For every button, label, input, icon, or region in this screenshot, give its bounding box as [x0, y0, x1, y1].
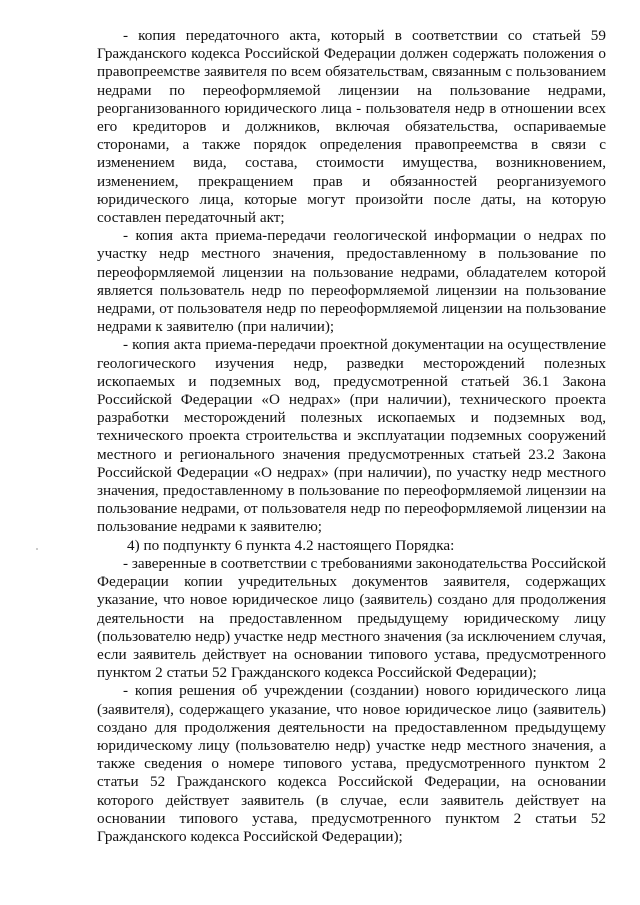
document-body: [97, 27, 606, 846]
paragraph-transfer-act: - копия передаточного акта, который в соответствии со статьей 59 Гражданского кодекса Российской Федерации должен содержать положения о правопреемстве заявителя по всем обязательствам, связанным с пользованием недрами по переоформляемой лицензии на пользование недрами, реорганизованного юридического лица - пользователя недр в отношении всех его кредиторов и должников, включая обязательства, оспариваемые сторонами, а также порядок определения правопреемства в связи с изменением вида, состава, стоимости имущества, возникновением, изменением, прекращением прав и обязанностей реорганизуемого юридического лица, которые могут произойти после даты, на которую составлен передаточный акт;: [97, 27, 606, 227]
paragraph-founding-decision: - копия решения об учреждении (создании) нового юридического лица (заявителя), содержащего указание, что новое юридическое лицо (заявитель) создано для продолжения деятельности на предоставленном предыдущему юридическому лицу (пользователю недр) участке недр местного значения, а также сведения о номере типового устава, предусмотренного пунктом 2 статьи 52 Гражданского кодекса Российской Федерации, на основании которого действует заявитель (в случае, если заявитель действует на основании типового устава, предусмотренного пунктом 2 статьи 52 Гражданского кодекса Российской Федерации);: [97, 682, 606, 845]
paragraph-geological-info-act: - копия акта приема-передачи геологической информации о недрах по участку недр местного значения, предоставленному в пользование по переоформляемой лицензии на пользование недрами, обладателем которой является пользователь недр по переоформляемой лицензии на пользование недрами, от пользователя недр по переоформляемой лицензии на пользование недрами к заявителю (при наличии);: [97, 227, 606, 336]
scan-speck: [36, 548, 38, 550]
paragraph-project-docs-act: - копия акта приема-передачи проектной документации на осуществление геологического изучения недр, разведки месторождений полезных ископаемых и подземных вод, предусмотренной статьей 36.1 Закона Российской Федерации «О недрах» (при наличии), технического проекта разработки месторождений полезных ископаемых и подземных вод, технического проекта строительства и эксплуатации подземных сооружений местного и регионального значения предусмотренных статьей 23.2 Закона Российской Федерации «О недрах» (при наличии), по участку недр местного значения, предоставленному в пользование по переоформляемой лицензии на пользование недрами, от пользователя недр по переоформляемой лицензии на пользование недрами к заявителю;: [97, 336, 606, 536]
paragraph-item-4-heading: 4) по подпункту 6 пункта 4.2 настоящего Порядка:: [127, 536, 455, 554]
paragraph-founding-documents: - заверенные в соответствии с требованиями законодательства Российской Федерации копии учредительных документов заявителя, содержащих указание, что новое юридическое лицо (заявитель) создано для продолжения деятельности на предоставленном предыдущему юридическому лицу (пользователю недр) участке недр местного значения (за исключением случая, если заявитель действует на основании типового устава, предусмотренного пунктом 2 статьи 52 Гражданского кодекса Российской Федерации);: [97, 554, 606, 682]
